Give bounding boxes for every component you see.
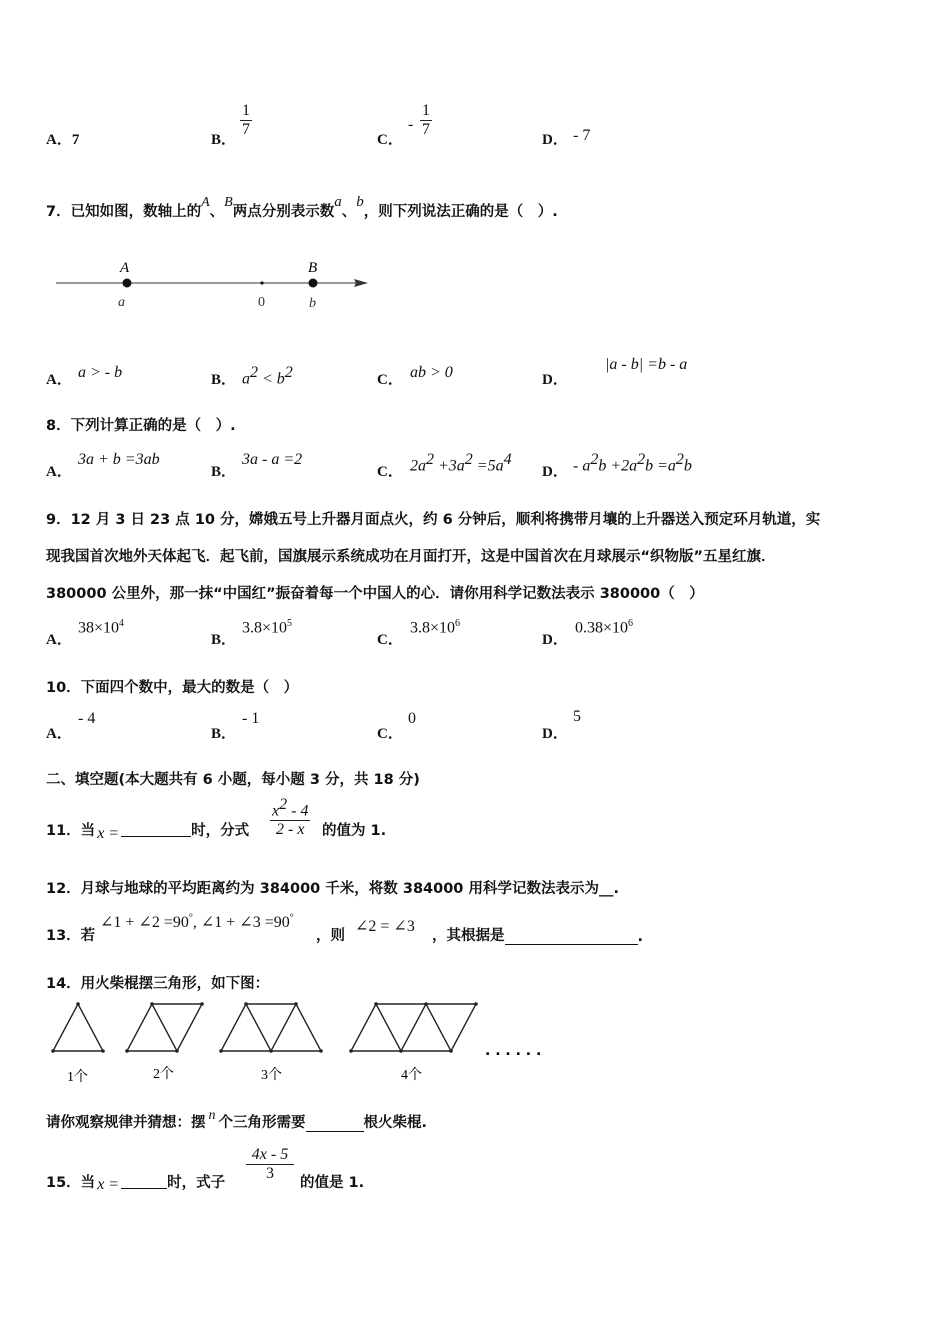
q7-option-b-expr: $a^2 < b^2$: [242, 364, 293, 388]
point-a-label: A: [120, 260, 130, 276]
matchstick-triangles-figure: [45, 995, 585, 1087]
q9-option-a-expr: $38\times 10^4$: [78, 618, 125, 637]
q8-option-b-label: B．: [211, 464, 237, 480]
point-b-label: B: [308, 260, 318, 276]
q8-option-d-label: D．: [542, 464, 568, 480]
frac-numerator: 4x - 5: [251, 1146, 289, 1163]
q13-answer-blank[interactable]: [505, 930, 638, 945]
point-a-dot: [123, 279, 132, 288]
point-b-dot: [309, 279, 318, 288]
figure-label-3: 3个: [261, 1068, 282, 1083]
figure-4-triangles: [376, 1004, 476, 1051]
q14-answer-blank[interactable]: [306, 1117, 364, 1132]
q13-condition: ∠1 + ∠2 =90°, ∠1 + ∠3 =90°: [100, 912, 294, 931]
q15: 15．当 x = 时，式子: [46, 1175, 226, 1193]
q15-fraction: [246, 1146, 294, 1183]
q10-option-a-value: - 4: [78, 710, 96, 727]
frac-numerator: 1: [422, 102, 430, 119]
q6-option-d-label: D．: [542, 132, 568, 148]
q10-option-c-value: 0: [408, 710, 416, 727]
q13-mid: ，则: [316, 928, 345, 944]
q15-post: 的值是 1.: [300, 1175, 365, 1191]
continuation-dots: . . . . . .: [485, 1043, 542, 1059]
zero-label: 0: [258, 295, 265, 310]
q11-post: 的值为 1.: [322, 823, 387, 839]
number-line-figure: [50, 250, 380, 320]
q10-option-d-value: 5: [573, 708, 581, 725]
option-value: 7: [71, 132, 80, 148]
figure-label-1: 1个: [67, 1070, 88, 1085]
q6-option-c-fraction: [420, 102, 432, 139]
frac-numerator: 1: [242, 102, 250, 119]
q8-option-c-expr: $2a^2 +3a^2 =5a^4$: [410, 451, 512, 475]
arrow-head-icon: [354, 279, 368, 287]
figure-3-triangles: [246, 1004, 321, 1051]
frac-numerator: $x^2 - 4$: [272, 796, 309, 820]
q7-option-c-label: C．: [377, 372, 403, 388]
q7-option-b-label: B．: [211, 372, 237, 388]
q6-option-c-label: C．: [377, 132, 403, 148]
frac-denominator: 3: [266, 1165, 274, 1182]
q7-option-d-expr: |a - b| =b - a: [605, 356, 688, 373]
origin-dot: [260, 281, 263, 284]
q9-option-a-label: A．: [46, 632, 72, 648]
q6-option-b-fraction: [240, 102, 252, 139]
q8-option-a-expr: 3a + b =3ab: [78, 451, 160, 468]
value-b-label: b: [309, 296, 316, 311]
q7-stem: 7．已知如图，数轴上的A、B两点分别表示数a、b，则下列说法正确的是（ ）.: [46, 194, 558, 220]
q9-line2: 现我国首次地外天体起飞．起飞前，国旗展示系统成功在月面打开，这是中国首次在月球展示“织物版”五星红旗．: [46, 549, 776, 565]
q10-option-d-label: D．: [542, 726, 568, 742]
q15-answer-blank[interactable]: [121, 1174, 167, 1189]
q10-option-b-label: B．: [211, 726, 237, 742]
q14-stem: 14．用火柴棍摆三角形，如下图：: [46, 976, 270, 992]
figure-1-triangles: [53, 1004, 103, 1051]
q10-stem: 10．下面四个数中，最大的数是（ ）: [46, 680, 299, 696]
q13-tail: ，其根据是 .: [432, 928, 644, 945]
q12-text: 12．月球与地球的平均距离约为 384000 千米，将数 384000 用科学记数法表示为__.: [46, 881, 619, 897]
q7-option-c-expr: ab > 0: [410, 364, 453, 381]
value-a-label: a: [118, 295, 125, 310]
frac-denominator: 7: [242, 121, 250, 138]
q8-option-a-label: A．: [46, 464, 72, 480]
section-2-heading: 二、填空题(本大题共有 6 小题，每小题 3 分，共 18 分): [46, 772, 420, 788]
q9-option-b-label: B．: [211, 632, 237, 648]
q11-answer-blank[interactable]: [121, 822, 191, 837]
q8-option-d-expr: - $a^2b +2a^2b =a^2b$: [573, 451, 692, 475]
q9-line1: 9．12 月 3 日 23 点 10 分，嫦娥五号上升器月面点火，约 6 分钟后，顺利将携带月壤的上升器送入预定环月轨道，实: [46, 512, 821, 528]
q6-option-a: [46, 128, 79, 149]
q10-option-c-label: C．: [377, 726, 403, 742]
q6-option-c-sign: -: [408, 116, 414, 133]
q10-option-b-value: - 1: [242, 710, 260, 727]
q6-option-b-label: B．: [211, 132, 237, 148]
figure-2-triangles: [127, 1004, 177, 1051]
q9-option-c-label: C．: [377, 632, 403, 648]
q13-conclusion: ∠2 = ∠3: [355, 918, 415, 935]
q9-option-d-label: D．: [542, 632, 568, 648]
q14-follow: 请你观察规律并猜想：摆 n 个三角形需要 根火柴棍.: [46, 1108, 428, 1131]
q8-option-b-expr: 3a - a =2: [242, 451, 303, 468]
q8-stem: 8．下列计算正确的是（ ）.: [46, 418, 236, 434]
q9-option-d-expr: $0.38\times 10^6$: [575, 618, 634, 637]
figure-label-2: 2个: [153, 1067, 174, 1082]
q7-option-a-label: A．: [46, 372, 72, 388]
q8-option-c-label: C．: [377, 464, 403, 480]
q13-pre: 13．若: [46, 928, 96, 944]
q11: 11．当 x = 时，分式: [46, 823, 250, 842]
q9-line3: 380000 公里外，那一抹“中国红”振奋着每一个中国人的心．请你用科学记数法表示 380000（ ）: [46, 586, 704, 602]
q7-option-d-label: D．: [542, 372, 568, 388]
q9-option-c-expr: $3.8\times 10^6$: [410, 618, 461, 637]
q11-fraction: [270, 796, 310, 839]
figure-label-4: 4个: [401, 1068, 422, 1083]
q10-option-a-label: A．: [46, 726, 72, 742]
q9-option-b-expr: $3.8\times 10^5$: [242, 618, 293, 637]
option-label: A．: [46, 132, 72, 148]
frac-denominator: 7: [422, 121, 430, 138]
q6-option-d-value: - 7: [573, 127, 591, 144]
frac-denominator: 2 - x: [276, 821, 305, 839]
q7-option-a-expr: a > - b: [78, 364, 123, 381]
